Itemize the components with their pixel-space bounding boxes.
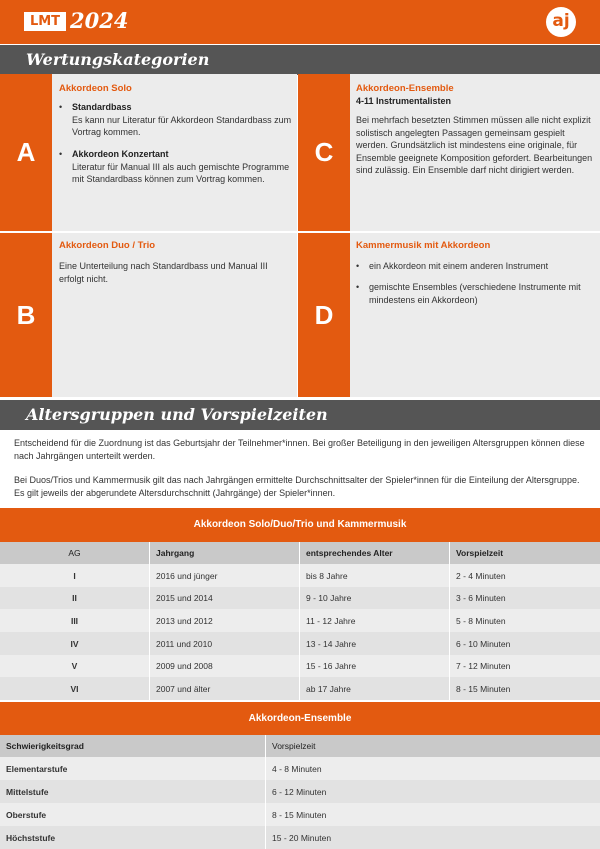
section-title: Altersgruppen und Vorspielzeiten [26, 405, 328, 424]
table-title-ensemble: Akkordeon-Ensemble [0, 702, 600, 735]
list-item: • Standardbass Es kann nur Literatur für Akkordeon Standardbass zum Vortrag kommen. [59, 102, 292, 137]
table-title-solo: Akkordeon Solo/Duo/Trio und Kammermusik [0, 508, 600, 542]
list-item: • ein Akkordeon mit einem anderen Instrument [356, 261, 549, 271]
table-row [0, 609, 600, 632]
table-cell: VI [0, 677, 150, 700]
table-cell: 2 - 4 Minuten [450, 564, 600, 587]
table-cell: 2013 und 2012 [150, 609, 300, 632]
column-header: Schwierigkeitsgrad [0, 735, 266, 757]
category-title: Akkordeon Duo / Trio [59, 240, 156, 251]
column-header: entsprechendes Alter [300, 542, 450, 564]
category-letter-a: A [0, 74, 52, 231]
table-cell: ab 17 Jahre [300, 677, 450, 700]
logo-year: 2024 [70, 8, 129, 33]
table-cell: 2016 und jünger [150, 564, 300, 587]
intro-paragraph-2: Bei Duos/Trios und Kammermusik gilt das nach Jahrgängen ermittelte Durchschnittsalter der Spieler*innen für die Einteilung der Altersgruppe. Es gilt jeweils der abgerundete Altersdurchschnitt (Jahrgänge) der Spieler*innen. [14, 475, 580, 498]
category-panel-a [52, 74, 297, 231]
category-letter-d: D [298, 233, 350, 397]
table-header-row [0, 542, 600, 564]
intro-paragraph-1: Entscheidend für die Zuordnung ist das Geburtsjahr der Teilnehmer*innen. Bei großer Beteiligung in den jeweiligen Altersgruppen können diese nach Jahrgängen unterteilt werden. [14, 438, 585, 461]
table-row [0, 677, 600, 700]
column-header: Vorspielzeit [266, 735, 600, 757]
table-cell: 4 - 8 Minuten [266, 757, 600, 780]
table-cell: Oberstufe [0, 803, 266, 826]
category-letter-c: C [298, 74, 350, 231]
table-cell: V [0, 655, 150, 677]
section-header-age-groups [0, 400, 600, 430]
table-cell: 5 - 8 Minuten [450, 609, 600, 632]
table-cell: 3 - 6 Minuten [450, 587, 600, 609]
table-cell: 13 - 14 Jahre [300, 632, 450, 655]
category-text: Eine Unterteilung nach Standardbass und Manual III erfolgt nicht. [59, 261, 268, 284]
table-cell: Höchststufe [0, 826, 266, 849]
table-header-row [0, 735, 600, 757]
table-cell: 2015 und 2014 [150, 587, 300, 609]
top-banner [0, 0, 600, 44]
table-row [0, 632, 600, 655]
bullet-text: ein Akkordeon mit einem anderen Instrument [369, 261, 549, 271]
category-text: Bei mehrfach besetzten Stimmen müssen alle nicht explizit solistisch angelegten Passagen gemeinsam gespielt werden. Grundsätzlich ist mindestens eine originale, für Ensemble geeignete Komposition gefordert. Bearbeitungen sind zulässig. Ein Ensemble darf nicht dirigiert werden. [356, 115, 593, 175]
table-cell: 11 - 12 Jahre [300, 609, 450, 632]
table-row [0, 803, 600, 826]
table-cell: IV [0, 632, 150, 655]
bullet-text: Literatur für Manual III als auch gemischte Programme mit Standardbass können zum Vortrag kommen. [72, 161, 290, 184]
bullet-text: gemischte Ensembles (verschiedene Instrumente mit mindestens ein Akkordeon) [369, 282, 581, 305]
table-cell: III [0, 609, 150, 632]
table-cell: II [0, 587, 150, 609]
column-header: Jahrgang [150, 542, 300, 564]
table-cell: 8 - 15 Minuten [266, 803, 600, 826]
category-letter-b: B [0, 233, 52, 397]
list-item: • Akkordeon Konzertant Literatur für Manual III als auch gemischte Programme mit Standardbass können zum Vortrag kommen. [59, 149, 290, 184]
table-cell: 6 - 10 Minuten [450, 632, 600, 655]
category-title: Kammermusik mit Akkordeon [356, 240, 491, 251]
table-cell: 2011 und 2010 [150, 632, 300, 655]
table-cell: 2009 und 2008 [150, 655, 300, 677]
logo-badge: LMT [24, 12, 66, 31]
table-row [0, 587, 600, 609]
table-cell: 15 - 16 Jahre [300, 655, 450, 677]
brand-logo-icon: aj [546, 7, 576, 37]
table-cell: Elementarstufe [0, 757, 266, 780]
column-header: AG [0, 542, 150, 564]
table-row [0, 780, 600, 803]
table-row [0, 757, 600, 780]
table-cell: bis 8 Jahre [300, 564, 450, 587]
table-row [0, 655, 600, 677]
category-title: Akkordeon-Ensemble [356, 83, 454, 94]
list-item: • gemischte Ensembles (verschiedene Instrumente mit mindestens ein Akkordeon) [356, 282, 581, 305]
table-row [0, 826, 600, 849]
section-title: Wertungskategorien [26, 50, 210, 69]
bullet-head: Akkordeon Konzertant [72, 149, 169, 159]
bullet-head: Standardbass [72, 102, 132, 112]
category-panel-b [52, 233, 297, 397]
bullet-text: Es kann nur Literatur für Akkordeon Standardbass zum Vortrag kommen. [72, 114, 292, 137]
table-cell: 15 - 20 Minuten [266, 826, 600, 849]
table-cell: I [0, 564, 150, 587]
table-cell: 9 - 10 Jahre [300, 587, 450, 609]
category-panel-c [350, 74, 600, 231]
section-header-categories [0, 45, 600, 75]
category-panel-d [350, 233, 600, 397]
table-row [0, 564, 600, 587]
table-cell: 7 - 12 Minuten [450, 655, 600, 677]
table-cell: 6 - 12 Minuten [266, 780, 600, 803]
category-subtitle: 4-11 Instrumentalisten [356, 96, 452, 106]
category-title: Akkordeon Solo [59, 83, 132, 94]
column-header: Vorspielzeit [450, 542, 600, 564]
table-cell: 2007 und älter [150, 677, 300, 700]
table-cell: Mittelstufe [0, 780, 266, 803]
table-cell: 8 - 15 Minuten [450, 677, 600, 700]
